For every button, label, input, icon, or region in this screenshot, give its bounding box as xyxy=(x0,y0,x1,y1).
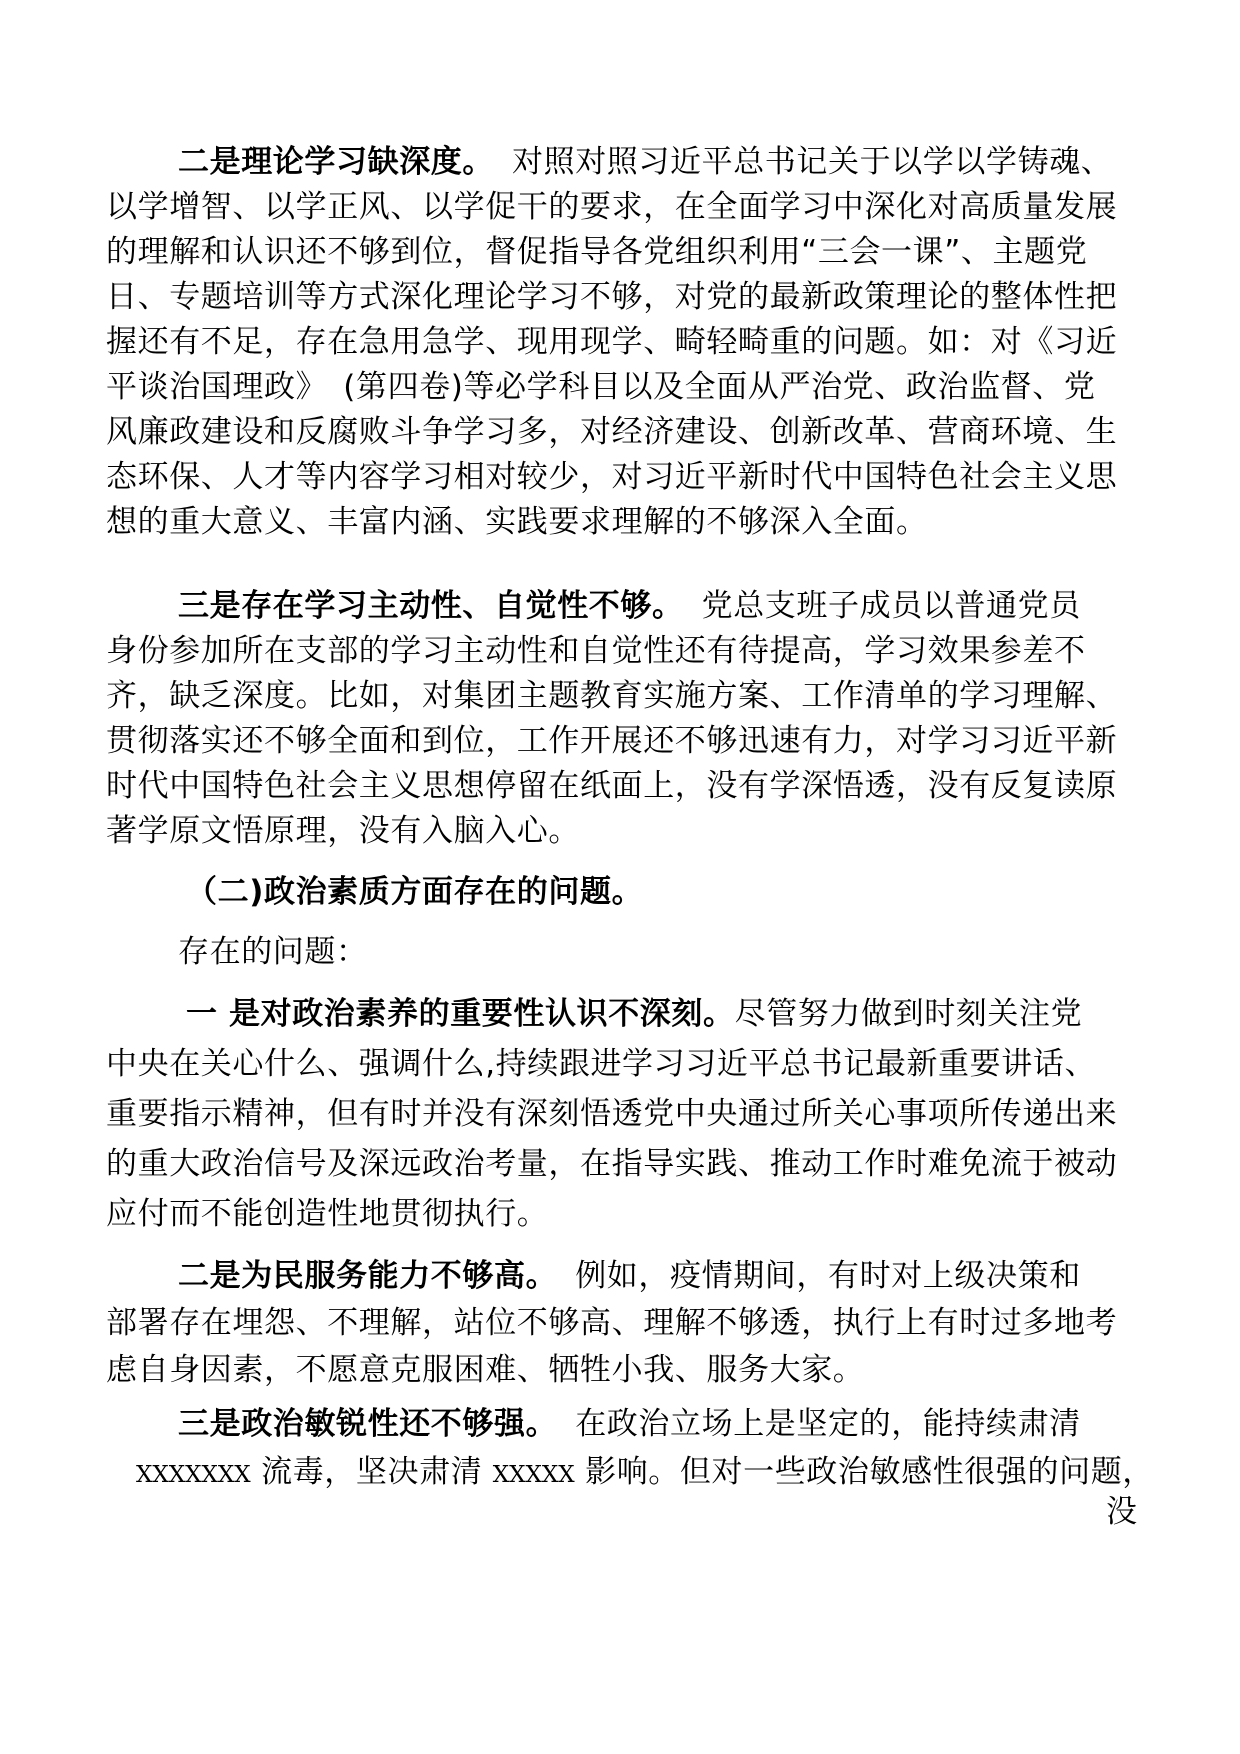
para3-heading: 一 是对政治素养的重要性认识不深刻。 xyxy=(186,996,735,1032)
para4-text-1: 例如，疫情期间，有时对上级决策和 xyxy=(575,1258,1081,1294)
para5-line3: 没 xyxy=(1106,1494,1138,1530)
para4-line2: 部署存在埋怨、不理解，站位不够高、理解不够透，执行上有时过多地考 xyxy=(106,1305,1118,1341)
para1-line5: 握还有不足，存在急用急学、现用现学、畸轻畸重的问题。如：对《习近 xyxy=(106,324,1118,360)
para3-line3: 重要指示精神，但有时并没有深刻悟透党中央通过所关心事项所传递出来 xyxy=(106,1096,1118,1132)
section2-heading: （二)政治素质方面存在的问题。 xyxy=(186,874,644,910)
para1-line3: 的理解和认识还不够到位，督促指导各党组织利用“三会一课”、主题党 xyxy=(106,234,1088,270)
para2-line4: 贯彻落实还不够全面和到位，工作开展还不够迅速有力，对学习习近平新 xyxy=(106,723,1118,759)
para1-line2: 以学增智、以学正风、以学促干的要求，在全面学习中深化对高质量发展 xyxy=(106,189,1118,225)
para3-line2: 中央在关心什么、强调什么,持续跟进学习习近平总书记最新重要讲话、 xyxy=(106,1046,1097,1082)
section2-subheading: 存在的问题： xyxy=(178,934,368,970)
para5-line2 xyxy=(136,1452,1154,1495)
para1-line1 xyxy=(178,142,1112,182)
para5-heading: 三是政治敏锐性还不够强。 xyxy=(178,1406,558,1442)
para2-line6: 著学原文悟原理，没有入脑入心。 xyxy=(106,813,580,849)
para1-line6: 平谈治国理政》 (第四卷)等必学科目以及全面从严治党、政治监督、党 xyxy=(106,369,1096,405)
para2-line1 xyxy=(178,586,1081,626)
para2-line5: 时代中国特色社会主义思想停留在纸面上，没有学深悟透，没有反复读原 xyxy=(106,768,1118,804)
para3-line4: 的重大政治信号及深远政治考量，在指导实践、推动工作时难免流于被动 xyxy=(106,1146,1118,1182)
para1-heading: 二是理论学习缺深度。 xyxy=(178,144,494,180)
para1-line8: 态环保、人才等内容学习相对较少，对习近平新时代中国特色社会主义思 xyxy=(106,459,1118,495)
para4-line3: 虑自身因素，不愿意克服困难、牺牲小我、服务大家。 xyxy=(106,1352,865,1388)
para1-line4: 日、专题培训等方式深化理论学习不够，对党的最新政策理论的整体性把 xyxy=(106,279,1118,315)
para2-text-1: 党总支班子成员以普通党员 xyxy=(701,588,1081,624)
para5-text-1: 在政治立场上是坚定的，能持续肃清 xyxy=(575,1406,1081,1442)
para1-line7: 风廉政建设和反腐败斗争学习多，对经济建设、创新改革、营商环境、生 xyxy=(106,414,1118,450)
para4-heading: 二是为民服务能力不够高。 xyxy=(178,1258,558,1294)
para1-line9: 想的重大意义、丰富内涵、实践要求理解的不够深入全面。 xyxy=(106,504,928,540)
para3-line5: 应付而不能创造性地贯彻执行。 xyxy=(106,1196,549,1232)
redacted-name-1: XXXXXXX xyxy=(136,1462,251,1488)
para5-text-2a: 流毒，坚决肃清 xyxy=(261,1454,483,1490)
para2-heading: 三是存在学习主动性、自觉性不够。 xyxy=(178,588,684,624)
para3-text-1: 尽管努力做到时刻关注党 xyxy=(734,996,1083,1032)
para5-text-2b: 影响。但对一些政治敏感性很强的问题， xyxy=(585,1454,1154,1490)
para2-line3: 齐，缺乏深度。比如，对集团主题教育实施方案、工作清单的学习理解、 xyxy=(106,678,1118,714)
redacted-name-2: XXXXX xyxy=(492,1462,575,1488)
para1-text-1: 对照对照习近平总书记关于以学以学铸魂、 xyxy=(512,144,1113,180)
para3-line1 xyxy=(186,994,1082,1034)
para5-line1 xyxy=(178,1404,1081,1444)
para2-line2: 身份参加所在支部的学习主动性和自觉性还有待提高，学习效果参差不 xyxy=(106,633,1086,669)
para4-line1 xyxy=(178,1256,1081,1296)
